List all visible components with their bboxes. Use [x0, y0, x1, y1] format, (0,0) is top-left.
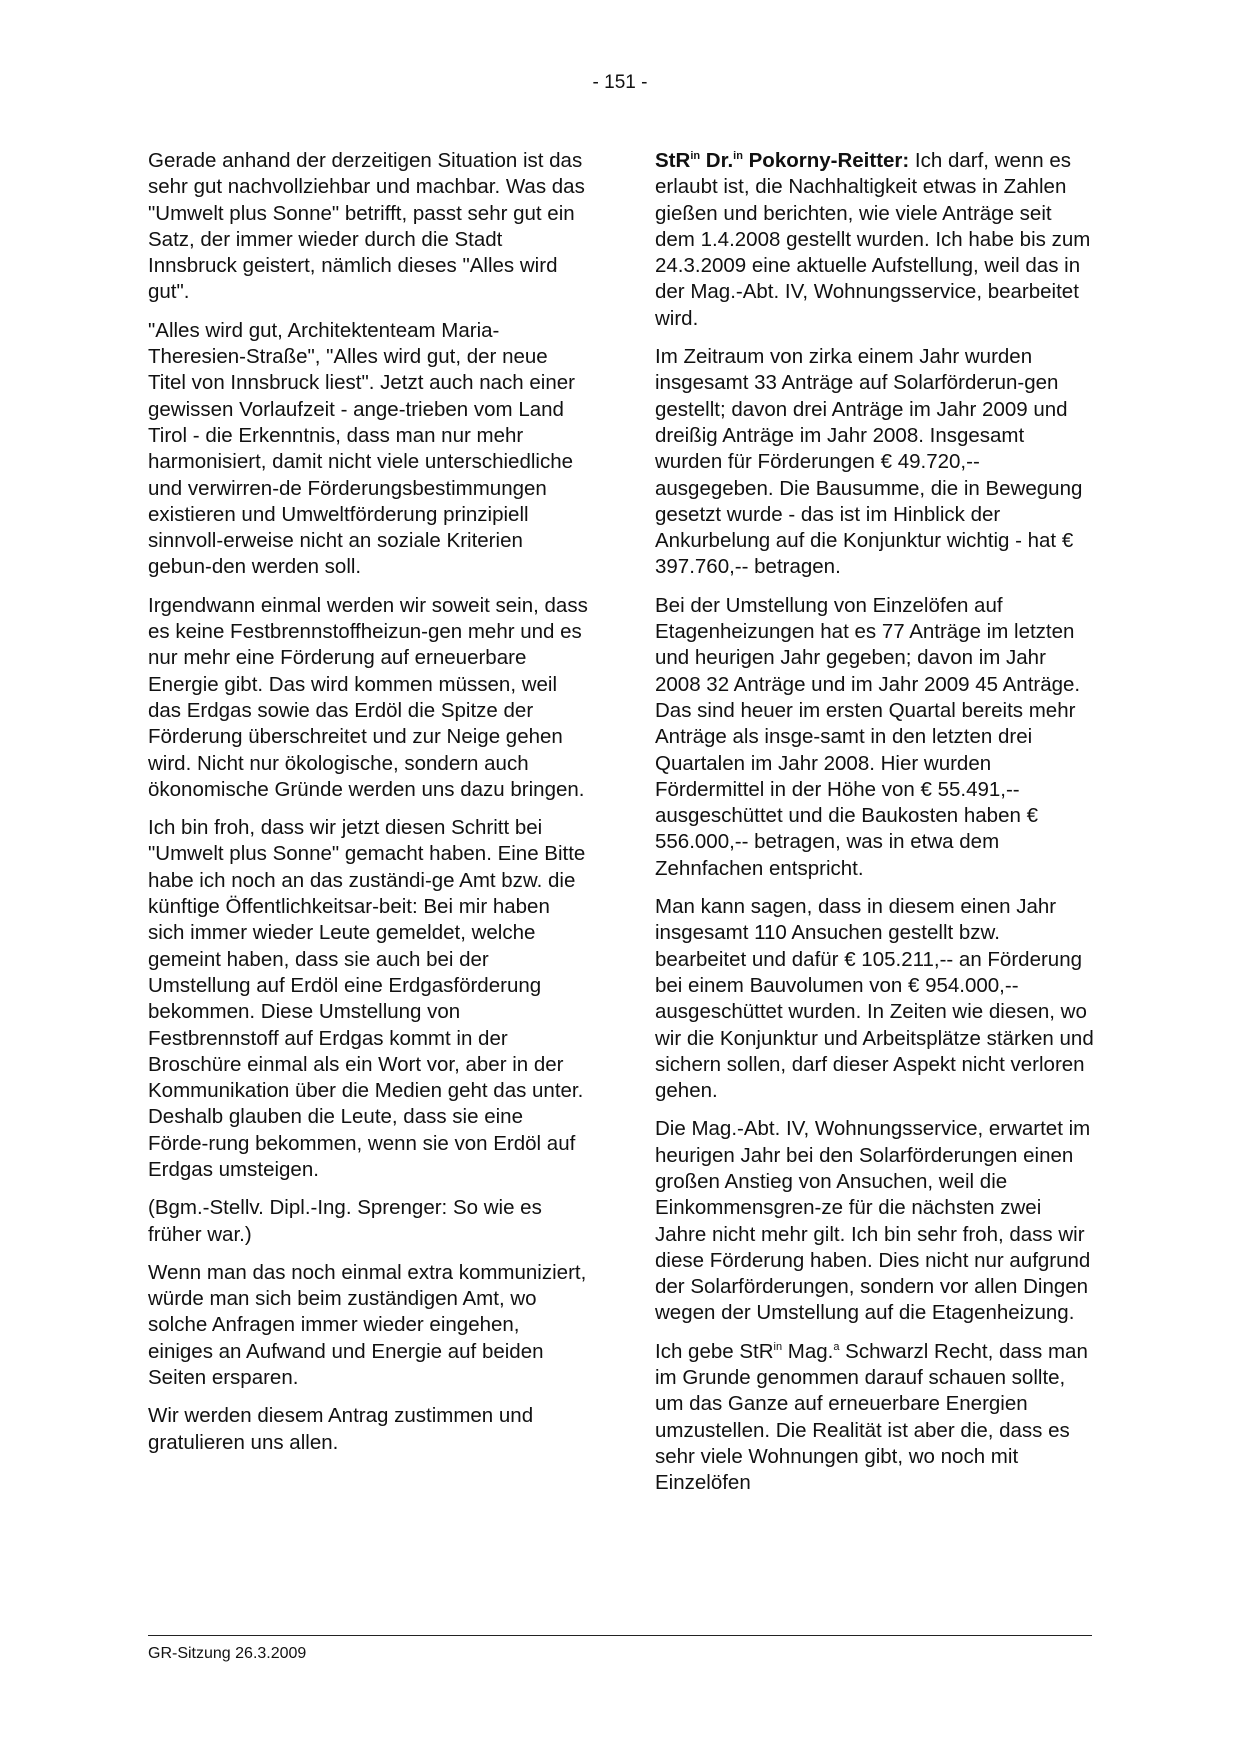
paragraph: Irgendwann einmal werden wir soweit sein, dass es keine Festbrennstoffheizun-gen mehr und es nur mehr eine Förderung auf erneuerbare Energie gibt. Das wird kommen müssen, weil das Erdgas sowie das Erdöl die Spitze der Förderung überschreitet und zur Neige gehen wird. Nicht nur ökologische, sondern auch ökonomische Gründe werden uns dazu bringen. [148, 593, 588, 801]
speaker-statement: Ich darf, wenn es erlaubt ist, die Nachhaltigkeit etwas in Zahlen gießen und berichten, wie viele Anträge seit dem 1.4.2008 gestellt wurden. Ich habe bis zum 24.3.2009 eine aktuelle Aufstellung, weil das in der Mag.-Abt. IV, Wohnungsservice, bearbeitet wird. [655, 149, 1091, 330]
paragraph: Die Mag.-Abt. IV, Wohnungsservice, erwartet im heurigen Jahr bei den Solarförderungen einen großen Anstieg von Ansuchen, weil die Einkommensgren-ze für die nächsten zwei Jahre nicht mehr gilt. Ich bin sehr froh, dass wir diese Förderung haben. Dies nicht nur aufgrund der Solarförderungen, sondern vor allen Dingen wegen der Umstellung auf die Etagenheizung. [655, 1117, 1091, 1325]
paragraph: Bei der Umstellung von Einzelöfen auf Etagenheizungen hat es 77 Anträge im letzten und heurigen Jahr gegeben; davon im Jahr 2008 32 Anträge und im Jahr 2009 45 Anträge. Das sind heuer im ersten Quartal bereits mehr Anträge als insge-samt in den letzten drei Quartalen im Jahr 2008. Hier wurden Fördermittel in der Höhe von € 55.491,-- ausgeschüttet und die Baukosten haben € 556.000,-- betragen, was in etwa dem Zehnfachen entspricht. [655, 593, 1081, 880]
paragraph: Man kann sagen, dass in diesem einen Jahr insgesamt 110 Ansuchen gestellt bzw. bearbeitet und dafür € 105.211,-- an Förderung bei einem Bauvolumen von € 954.000,-- ausgeschüttet wurden. In Zeiten wie diesen, wo wir die Konjunktur und Arbeitsplätze stärken und sichern sollen, darf dieser Aspekt nicht verloren gehen. [655, 895, 1094, 1103]
paragraph: Im Zeitraum von zirka einem Jahr wurden insgesamt 33 Anträge auf Solarförderun-gen gestellt; davon drei Anträge im Jahr 2009 und dreißig Anträge im Jahr 2008. Insgesamt wurden für Förderungen € 49.720,-- ausgegeben. Die Bausumme, die in Bewegung gesetzt wurde - das ist im Hinblick der Ankurbelung auf die Konjunktur wichtig - hat € 397.760,-- betragen. [655, 345, 1083, 579]
speaker-paragraph [655, 148, 1095, 332]
speaker-name: StR$^{in}$ Dr.$^{in}$ Pokorny-Reitter: [655, 149, 910, 172]
left-column [148, 148, 588, 1468]
footer-divider [148, 1635, 1092, 1636]
paragraph: Ich gebe StR$^{in}$ Mag.$^a$ Schwarzl Recht, dass man im Grunde genommen darauf schauen sollte, um das Ganze auf erneuerbare Energien umzustellen. Die Realität ist aber die, dass es sehr viele Wohnungen gibt, wo noch mit Einzelöfen [655, 1339, 1088, 1495]
interjection: (Bgm.-Stellv. Dipl.-Ing. Sprenger: So wie es früher war.) [148, 1196, 542, 1246]
paragraph: Gerade anhand der derzeitigen Situation ist das sehr gut nachvollziehbar und machbar. Was das "Umwelt plus Sonne" betrifft, passt sehr gut ein Satz, der immer wieder durch die Stadt Innsbruck geistert, nämlich dieses "Alles wird gut". [148, 149, 585, 304]
page-number: - 151 - [592, 72, 648, 93]
paragraph: "Alles wird gut, Architektenteam Maria-Theresien-Straße", "Alles wird gut, der neue Titel von Innsbruck liest". Jetzt auch nach einer gewissen Vorlaufzeit - ange-trieben vom Land Tirol - die Erkenntnis, dass man nur mehr harmonisiert, damit nicht viele unterschiedliche und verwirren-de Förderungsbestimmungen existieren und Umweltförderung prinzipiell sinnvoll-erweise nicht an soziale Kriterien gebun-den werden soll. [148, 318, 575, 579]
paragraph: Wenn man das noch einmal extra kommuniziert, würde man sich beim zuständigen Amt, wo solche Anfragen immer wieder eingehen, einiges an Aufwand und Energie auf beiden Seiten ersparen. [148, 1260, 587, 1390]
paragraph: Ich bin froh, dass wir jetzt diesen Schritt bei "Umwelt plus Sonne" gemacht haben. Eine Bitte habe ich noch an das zuständi-ge Amt bzw. die künftige Öffentlichkeitsar-beit: Bei mir haben sich immer wieder Leute gemeldet, welche gemeint haben, dass sie auch bei der Umstellung auf Erdöl eine Erdgasförderung bekommen. Diese Umstellung von Festbrennstoff auf Erdgas kommt in der Broschüre einmal als ein Wort vor, aber in der Kommunikation über die Medien geht das unter. Deshalb glauben die Leute, dass sie eine Förde-rung bekommen, wenn sie von Erdöl auf Erdgas umsteigen. [148, 816, 586, 1181]
right-column [655, 148, 1095, 1509]
paragraph: Wir werden diesem Antrag zustimmen und gratulieren uns allen. [148, 1404, 534, 1454]
footer-text: GR-Sitzung 26.3.2009 [148, 1645, 307, 1662]
